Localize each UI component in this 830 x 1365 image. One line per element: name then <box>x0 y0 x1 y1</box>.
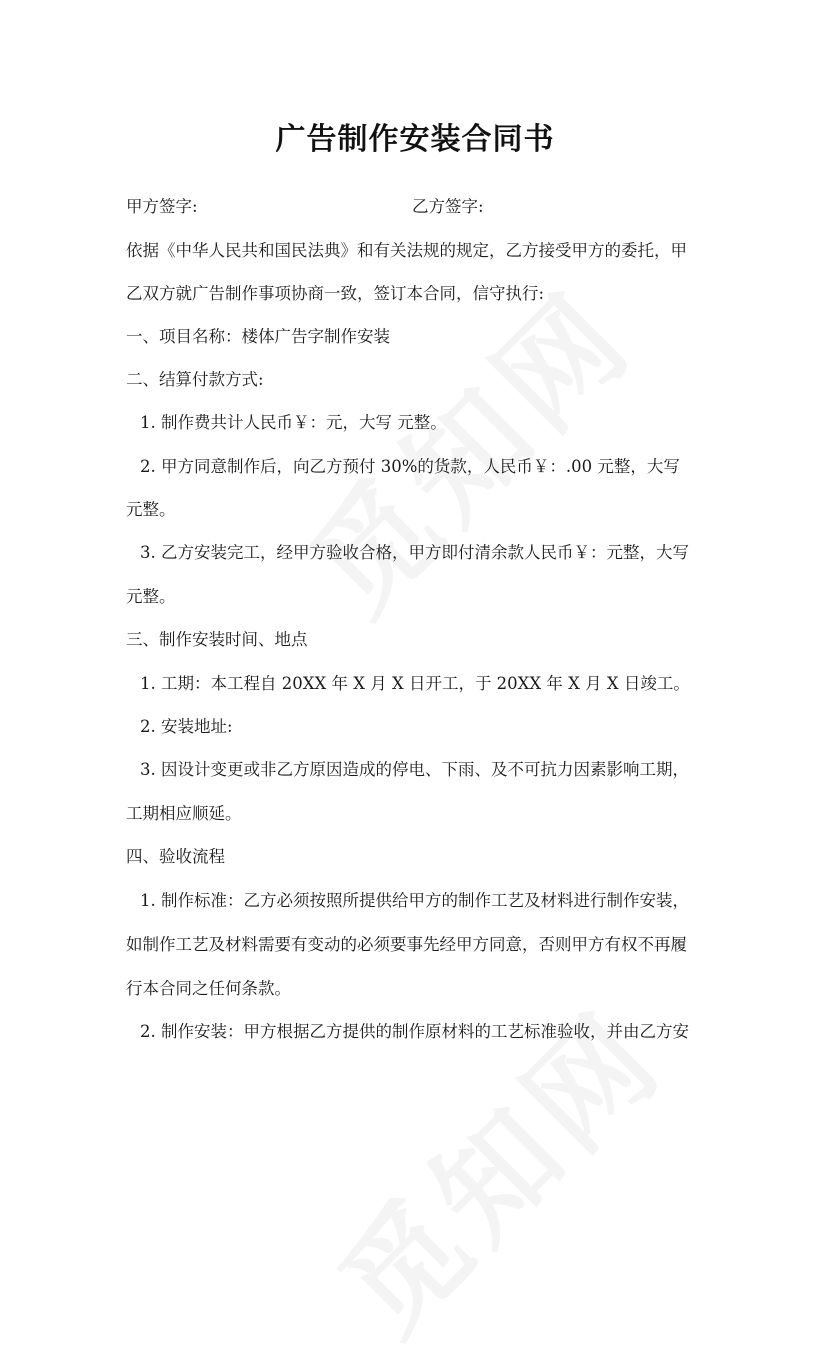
paragraph-line: 行本合同之任何条款。 <box>126 979 291 998</box>
clause-item: 2. 制作安装：甲方根据乙方提供的制作原材料的工艺标准验收，并由乙方安 <box>140 1022 689 1041</box>
clause-item: 2. 甲方同意制作后，向乙方预付 30%的货款，人民币￥：.00 元整，大写 <box>140 457 680 476</box>
clause-item: 1. 制作费共计人民币￥：元，大写 元整。 <box>140 413 447 432</box>
clause-item: 1. 工期：本工程自 20XX 年 X 月 X 日开工，于 20XX 年 X 月 X 日竣工。 <box>140 674 690 693</box>
clause-item: 2. 安装地址: <box>140 717 233 736</box>
paragraph-line: 元整。 <box>126 500 176 519</box>
party-a-signature: 甲方签字: <box>126 197 198 216</box>
section-heading: 二、结算付款方式: <box>126 370 264 389</box>
clause-item: 1. 制作标准：乙方必须按照所提供给甲方的制作工艺及材料进行制作安装， <box>140 891 689 910</box>
watermark-top <box>266 247 663 644</box>
clause-item: 3. 乙方安装完工，经甲方验收合格，甲方即付清余款人民币￥：元整，大写 <box>140 543 689 562</box>
paragraph-line: 如制作工艺及材料需要有变动的必须要事先经甲方同意，否则甲方有权不再履 <box>126 935 687 954</box>
section-heading: 四、验收流程 <box>126 847 225 866</box>
document-title: 广告制作安装合同书 <box>275 122 555 157</box>
paragraph-line: 元整。 <box>126 587 176 606</box>
paragraph-line: 依据《中华人民共和国民法典》和有关法规的规定，乙方接受甲方的委托，甲 <box>126 241 687 260</box>
section-heading: 一、项目名称：楼体广告字制作安装 <box>126 327 390 346</box>
clause-item: 3. 因设计变更或非乙方原因造成的停电、下雨、及不可抗力因素影响工期， <box>140 760 689 779</box>
paragraph-line: 乙双方就广告制作事项协商一致，签订本合同，信守执行: <box>126 284 545 303</box>
party-b-signature: 乙方签字: <box>412 197 484 216</box>
paragraph-line: 工期相应顺延。 <box>126 804 242 823</box>
section-heading: 三、制作安装时间、地点 <box>126 630 308 649</box>
